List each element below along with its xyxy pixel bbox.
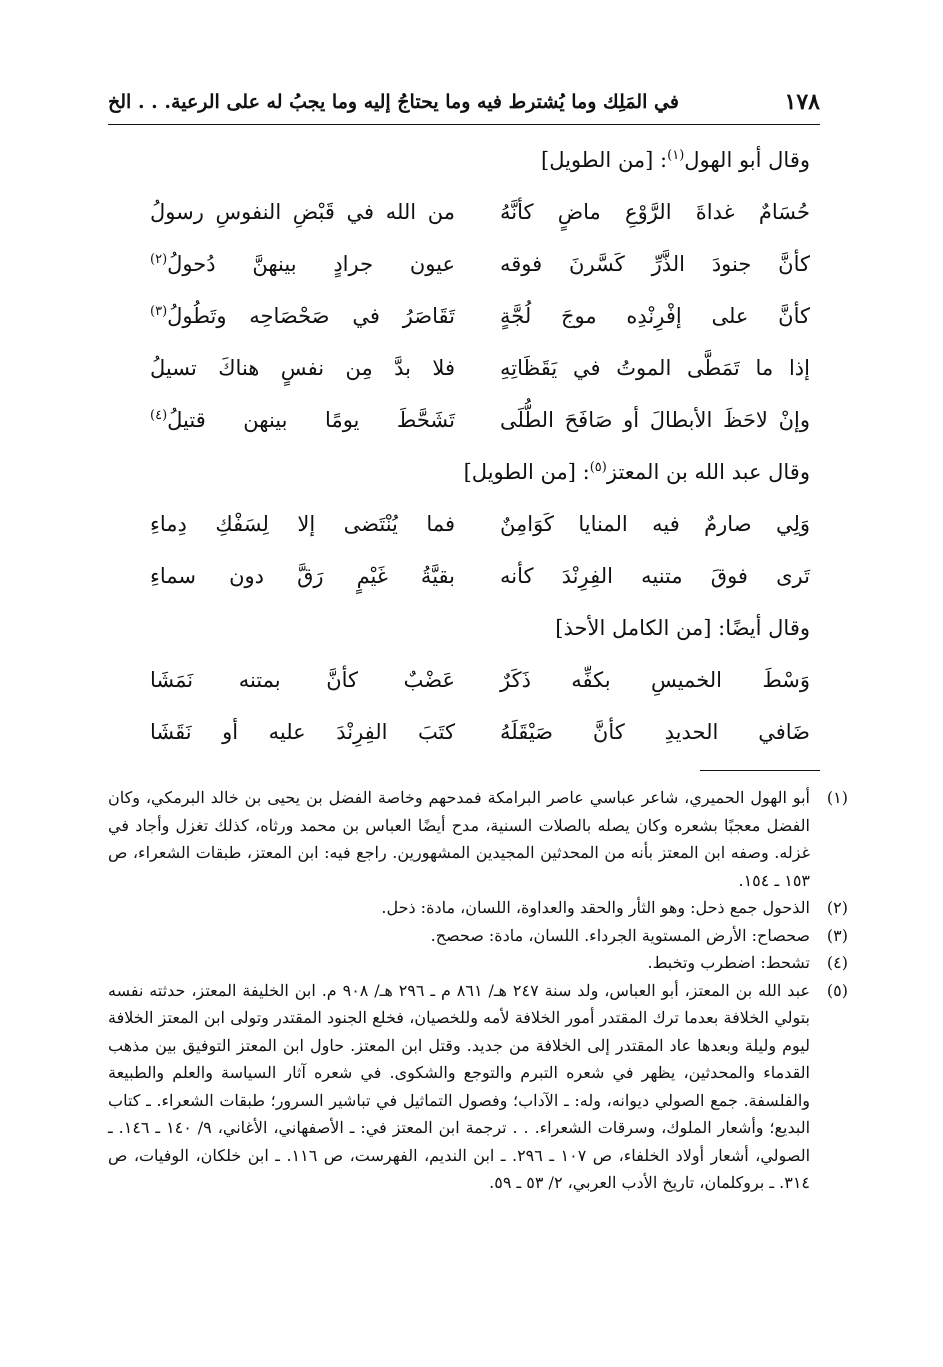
first-hemistich: تَرى فوقَ متنيه الفِرِنْدَ كأنه [500, 564, 810, 588]
verse-line [130, 238, 810, 290]
section-intro [130, 134, 810, 186]
section-intro [130, 446, 810, 498]
verse-line [130, 290, 810, 342]
first-hemistich: إذا ما تَمَطَّى الموتُ في يَقَظَاتِهِ [500, 356, 810, 380]
second-hemistich [150, 498, 455, 550]
hemistich-text: كتَبَ الفِرِنْدَ عليه أو نَقَشَا [150, 720, 455, 744]
hemistich-text: عَضْبٌ كأنَّ بمتنه نَمَشَا [150, 668, 455, 692]
intro-text: وقال عبد الله بن المعتز [606, 460, 810, 484]
footnote-text: أبو الهول الحميري، شاعر عباسي عاصر البرامكة فمدحهم وخاصة الفضل بن يحيى بن خالد البرمكي، وكان الفضل معجبًا بشعره وكان يصله بالصلات السنية، مدح أيضًا العباس بن محمد ورثاه، كذلك تغزل وأجاد في غزله. وصفه ابن المعتز بأنه من المحدثين المجيدين المشهورين. راجع فيه: ابن المعتز، طبقات الشعراء، ص ١٥٣ ـ ١٥٤. [108, 788, 810, 890]
footnotes [108, 784, 848, 1197]
footnote-ref: (٢) [150, 252, 168, 267]
footnote-ref: (٣) [150, 304, 168, 319]
footnote-ref: (١) [667, 148, 685, 163]
hemistich-text: عيون جرادٍ بينهنَّ دُحولُ [167, 252, 455, 276]
running-title: في المَلِك وما يُشترط فيه وما يحتاجُ إليه وما يجبُ له على الرعية. . . الخ [108, 91, 679, 113]
second-hemistich [150, 290, 455, 342]
verse-line [130, 550, 810, 602]
hemistich-text: من الله في قَبْضِ النفوسِ رسولُ [150, 200, 455, 224]
verse-line [130, 186, 810, 238]
verse-line [130, 342, 810, 394]
footnote [108, 977, 848, 1197]
page-number: ١٧٨ [784, 89, 820, 115]
first-hemistich: كأنَّ على إفْرِنْدِه موجَ لُجَّةٍ [500, 304, 810, 328]
second-hemistich [150, 550, 455, 602]
section-intro [130, 602, 810, 654]
hemistich-text: تَشَحَّطَ يومًا بينهن قتيلُ [167, 408, 455, 432]
footnote [108, 922, 848, 950]
first-hemistich: وَلِي صارمٌ فيه المنايا كَوَامِنٌ [500, 512, 810, 536]
hemistich-text: فما يُنْتَضى إلا لِسَفْكِ دِماءِ [150, 512, 455, 536]
intro-text: وقال أبو الهول [684, 148, 810, 172]
footnote-ref: (٥) [589, 460, 607, 475]
intro-text: وقال أيضًا: [من الكامل الأحذ] [555, 616, 810, 640]
footnote-number: (٥) [826, 980, 848, 1000]
verse-line [130, 706, 810, 758]
meter-label: : [من الطويل] [541, 148, 668, 172]
page-header [108, 82, 820, 122]
footnote [108, 894, 848, 922]
poetry-body [130, 134, 810, 758]
second-hemistich [150, 186, 455, 238]
first-hemistich: ضَافي الحديدِ كأنَّ صَيْقَلَهُ [500, 720, 810, 744]
second-hemistich [150, 342, 455, 394]
footnote-ref: (٤) [150, 408, 168, 423]
footnote [108, 784, 848, 894]
verse-line [130, 394, 810, 446]
first-hemistich: وإنْ لاحَظَ الأبطالَ أو صَافَحَ الطُّلَى [500, 408, 810, 432]
footnote-rule [700, 770, 820, 771]
first-hemistich: وَسْطَ الخميسِ بكفِّه ذَكَرٌ [500, 668, 810, 692]
second-hemistich [150, 238, 455, 290]
second-hemistich [150, 394, 455, 446]
second-hemistich [150, 654, 455, 706]
hemistich-text: تَقَاصَرُ في صَحْصَاحِه وتَطُولُ [167, 304, 455, 328]
footnote-number: (٣) [826, 925, 848, 945]
verse-line [130, 654, 810, 706]
verse-line [130, 498, 810, 550]
second-hemistich [150, 706, 455, 758]
header-rule [108, 124, 820, 125]
hemistich-text: فلا بدَّ مِن نفسٍ هناكَ تسيلُ [150, 356, 455, 380]
footnote-number: (٤) [826, 953, 848, 972]
footnote-text: عبد الله بن المعتز، أبو العباس، ولد سنة ٢٤٧ هـ/ ٨٦١ م ـ ٢٩٦ هـ/ ٩٠٨ م. ابن الخليفة المعتز، حدثته نفسه بتولي الخلافة بعدما ترك المقتدر أمور الخلافة لأمه وللخصيان، فخلع الجنود المقتدر وتولى ابن المعتز الخلافة ليوم وليلة وبعدها عاد المقتدر إلى الخلافة من جديد. وقتل ابن المعتز. حاول ابن المعتز التوفيق بين مذهب القدماء والمحدثين، يظهر في شعره التبرم والتوجع والشكوى. في شعره آثار السياسة والعلم والطبيعة والفلسفة. جمع الصولي ديوانه، وله: ـ الآداب؛ وفصول التماثيل في تباشير السرور؛ طبقات الشعراء. ـ كتاب البديع؛ وأشعار الملوك، وسرقات الشعراء. . . ترجمة ابن المعتز في: ـ الأصفهاني، الأغاني، ٩/ ١٤٠ ـ ١٤٦. ـ الصولي، أشعار أولاد الخلفاء، ص ١٠٧ ـ ٢٩٦. ـ ابن النديم، الفهرست، ص ١١٦. ـ ابن خلكان، الوفيات، ص ٣١٤. ـ بروكلمان، تاريخ الأدب العربي، ٢/ ٥٣ ـ ٥٩. [108, 980, 811, 1192]
footnote-number: (١) [826, 788, 848, 807]
footnote-number: (٢) [826, 898, 848, 917]
footnote-text: صحصاح: الأرض المستوية الجرداء. اللسان، مادة: صحصح. [430, 925, 810, 945]
footnote-text: الذحول جمع ذحل: وهو الثأر والحقد والعداوة، اللسان، مادة: ذحل. [381, 898, 810, 917]
footnote [108, 949, 848, 977]
first-hemistich: كأنَّ جنودَ الذَّرِّ كَسَّرنَ فوقه [500, 252, 810, 276]
hemistich-text: بقيَّةُ غَيْمٍ رَقَّ دون سماءِ [150, 564, 455, 588]
footnote-text: تشحط: اضطرب وتخبط. [647, 953, 810, 972]
meter-label: : [من الطويل] [463, 460, 590, 484]
first-hemistich: حُسَامٌ غداةَ الرَّوْعِ ماضٍ كأنَّهُ [500, 200, 810, 224]
